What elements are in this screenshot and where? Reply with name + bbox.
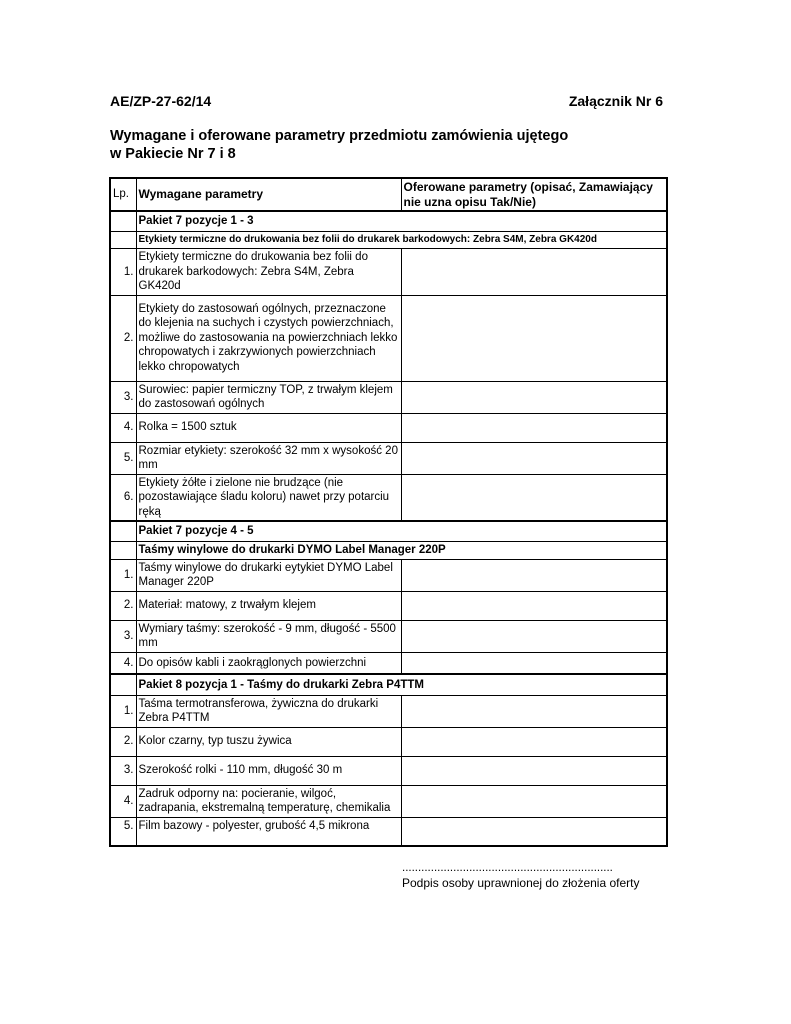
row-number: 6. [110,474,136,521]
row-requirement: Materiał: matowy, z trwałym klejem [136,591,401,620]
document-title [110,127,568,163]
table-row [110,442,667,474]
row-number: 3. [110,756,136,785]
row-number: 2. [110,295,136,381]
section-title: Pakiet 7 pozycje 4 - 5 [136,521,667,541]
row-requirement: Taśmy winylowe do drukarki eytykiet DYMO Label Manager 220P [136,559,401,591]
row-offer-cell[interactable] [401,249,667,296]
row-number: 5. [110,817,136,846]
row-offer-cell[interactable] [401,474,667,521]
table-row [110,249,667,296]
section-subtitle: Etykiety termiczne do drukowania bez folii do drukarek barkodowych: Zebra S4M, Zebra GK420d [136,231,667,249]
section-title-row [110,521,667,541]
table-row [110,695,667,727]
row-requirement: Wymiary taśmy: szerokość - 9 mm, długość - 5500 mm [136,620,401,652]
row-offer-cell[interactable] [401,695,667,727]
row-number: 4. [110,785,136,817]
row-requirement: Etykiety żółte i zielone nie brudzące (nie pozostawiające śladu koloru) nawet przy potarciu ręką [136,474,401,521]
signature-label: Podpis osoby uprawnionej do złożenia oferty [402,876,640,890]
table-row [110,756,667,785]
table-row [110,620,667,652]
table-row [110,559,667,591]
row-offer-cell[interactable] [401,817,667,846]
row-requirement: Taśma termotransferowa, żywiczna do drukarki Zebra P4TTM [136,695,401,727]
table-row [110,295,667,381]
signature-line: .................................................................. [402,862,613,874]
row-offer-cell[interactable] [401,727,667,756]
table-row [110,652,667,674]
table-row [110,727,667,756]
row-offer-cell[interactable] [401,442,667,474]
header-lp: Lp. [110,178,136,211]
row-number: 1. [110,559,136,591]
row-number: 2. [110,727,136,756]
row-offer-cell[interactable] [401,591,667,620]
section-title: Pakiet 7 pozycje 1 - 3 [136,211,667,231]
title-line-1: Wymagane i oferowane parametry przedmiotu zamówienia ujętego [110,128,569,144]
row-requirement: Kolor czarny, typ tuszu żywica [136,727,401,756]
table-row [110,413,667,442]
row-requirement: Do opisów kabli i zaokrąglonych powierzchni [136,652,401,674]
row-number: 5. [110,442,136,474]
row-requirement: Etykiety do zastosowań ogólnych, przeznaczone do klejenia na suchych i czystych powierzchniach, możliwe do zastosowania na powierzchniach lekko chropowatych i zakrzywionych powierzchniach lekko chropowatych [136,295,401,381]
title-line-2: w Pakiecie Nr 7 i 8 [110,146,236,162]
row-number: 3. [110,381,136,413]
parameters-table [109,177,668,847]
document-reference: AE/ZP-27-62/14 [110,93,212,109]
table-row [110,381,667,413]
row-offer-cell[interactable] [401,620,667,652]
row-requirement: Zadruk odporny na: pocieranie, wilgoć, zadrapania, ekstremalną temperaturę, chemikalia [136,785,401,817]
row-number: 1. [110,695,136,727]
row-offer-cell[interactable] [401,785,667,817]
attachment-label: Załącznik Nr 6 [568,93,663,109]
table-row [110,591,667,620]
section-subtitle-row [110,541,667,559]
row-requirement: Film bazowy - polyester, grubość 4,5 mikrona [136,817,401,846]
table-header-row [110,178,667,211]
row-requirement: Rolka = 1500 sztuk [136,413,401,442]
row-number: 2. [110,591,136,620]
row-number: 3. [110,620,136,652]
row-number: 4. [110,652,136,674]
row-offer-cell[interactable] [401,559,667,591]
row-offer-cell[interactable] [401,756,667,785]
row-offer-cell[interactable] [401,652,667,674]
section-title-row [110,674,667,695]
table-row [110,785,667,817]
row-requirement: Surowiec: papier termiczny TOP, z trwałym klejem do zastosowań ogólnych [136,381,401,413]
section-title: Pakiet 8 pozycja 1 - Taśmy do drukarki Zebra P4TTM [136,674,667,695]
row-number: 1. [110,249,136,296]
row-requirement: Rozmiar etykiety: szerokość 32 mm x wysokość 20 mm [136,442,401,474]
section-title-row [110,211,667,231]
row-requirement: Szerokość rolki - 110 mm, długość 30 m [136,756,401,785]
row-offer-cell[interactable] [401,413,667,442]
header-offered: Oferowane parametry (opisać, Zamawiający nie uzna opisu Tak/Nie) [401,178,667,211]
table-row [110,474,667,521]
row-number: 4. [110,413,136,442]
header-required: Wymagane parametry [136,178,401,211]
section-subtitle: Taśmy winylowe do drukarki DYMO Label Manager 220P [136,541,667,559]
row-requirement: Etykiety termiczne do drukowania bez folii do drukarek barkodowych: Zebra S4M, Zebra GK420d [136,249,401,296]
table-row [110,817,667,846]
row-offer-cell[interactable] [401,381,667,413]
row-offer-cell[interactable] [401,295,667,381]
section-subtitle-row [110,231,667,249]
